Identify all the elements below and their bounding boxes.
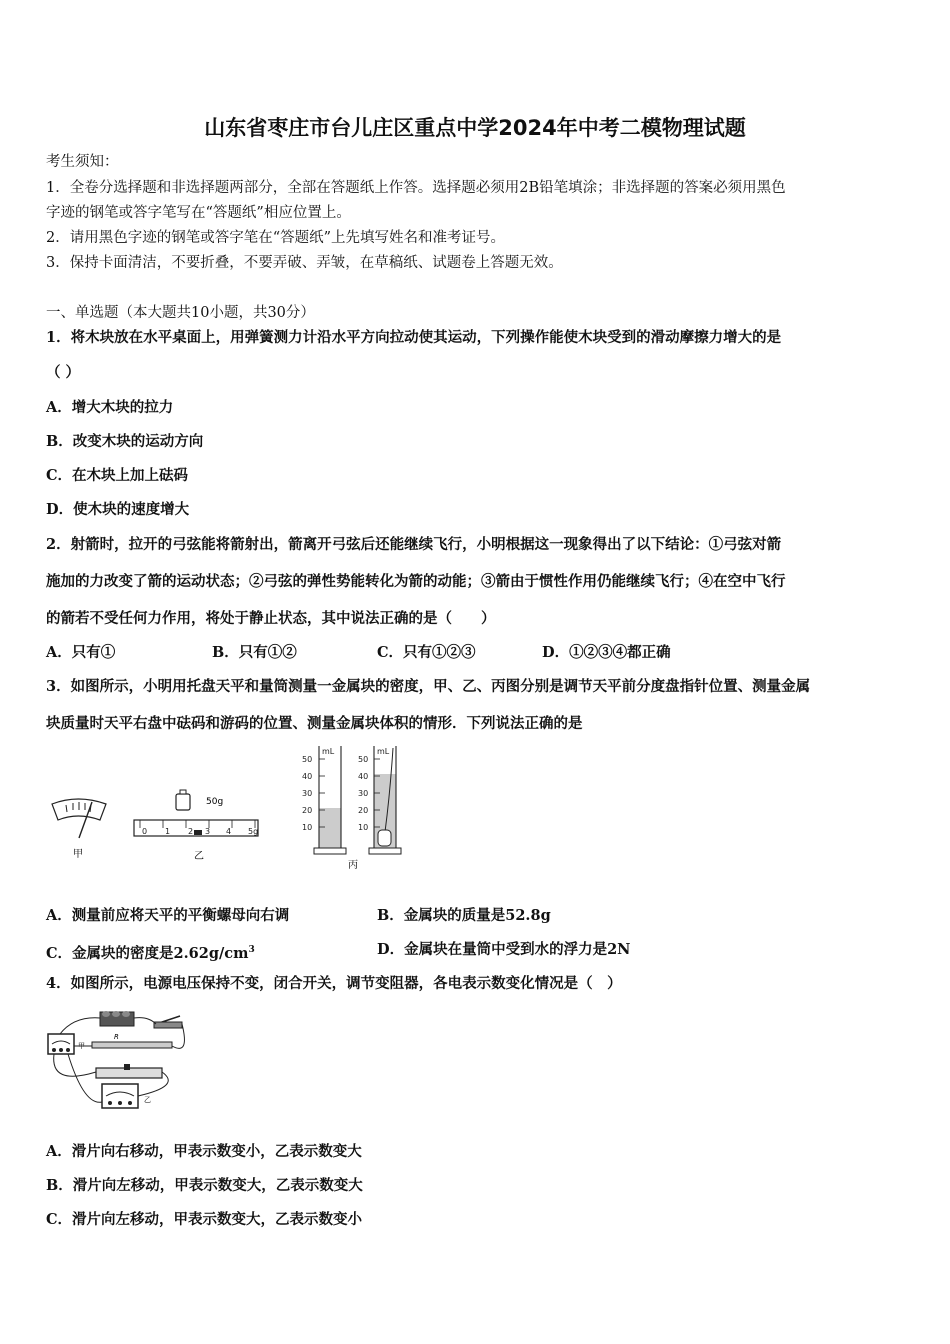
ruler-tick: 4 <box>226 827 232 836</box>
meter-label-yi: 乙 <box>144 1096 151 1104</box>
q2-option-c: C．只有①②③ <box>377 644 476 661</box>
notice-heading: 考生须知： <box>46 154 119 170</box>
notice-item: 1．全卷分选择题和非选择题两部分，全部在答题纸上作答。选择题必须用2B铅笔填涂；非选择题的答案必须用黑色 <box>46 180 786 196</box>
q2-stem: 2．射箭时，拉开的弓弦能将箭射出，箭离开弓弦后还能继续飞行，小明根据这一现象得出了以下结论：①弓弦对箭 <box>46 536 782 553</box>
q2-option-a: A．只有① <box>46 644 116 661</box>
cyl-tick: 20 <box>302 806 313 815</box>
q3-figure-yi <box>130 786 265 866</box>
q3-option-c-text: C．金属块的密度是2.62g/cm <box>46 944 249 962</box>
section-heading: 一、单选题（本大题共10小题，共30分） <box>46 305 315 321</box>
q3-option-a: A．测量前应将天平的平衡螺母向右调 <box>46 907 290 924</box>
q2-stem-cont: 的箭若不受任何力作用，将处于静止状态，其中说法正确的是（ ） <box>46 610 496 627</box>
cyl-tick: 20 <box>358 806 369 815</box>
cyl-tick: 40 <box>358 772 369 781</box>
q1-stem-cont: （ ） <box>46 364 81 381</box>
metal-block <box>378 830 391 846</box>
q4-circuit-figure <box>44 1006 188 1118</box>
ruler-tick: 1 <box>165 827 171 836</box>
cyl-tick: 50 <box>302 755 313 764</box>
cyl-tick: 10 <box>358 823 369 832</box>
meter-label-jia: 甲 <box>78 1042 85 1050</box>
q2-option-d: D．①②③④都正确 <box>542 644 671 661</box>
label-jia: 甲 <box>73 849 83 860</box>
weight-label: 50g <box>206 797 224 807</box>
q3-figure-jia <box>46 796 116 866</box>
q3-option-c <box>46 940 255 964</box>
rider <box>194 830 202 835</box>
ruler-tick: 5g <box>248 827 259 836</box>
q2-option-b: B．只有①② <box>212 644 297 661</box>
q3-stem-cont: 块质量时天平右盘中砝码和游码的位置、测量金属块体积的情形．下列说法正确的是 <box>46 715 583 732</box>
q4-stem: 4．如图所示，电源电压保持不变，闭合开关，调节变阻器，各电表示数变化情况是（ ） <box>46 975 622 992</box>
cyl-tick: 40 <box>302 772 313 781</box>
notice-item: 字迹的钢笔或答字笔写在“答题纸”相应位置上。 <box>46 205 351 221</box>
label-bing: 丙 <box>348 860 358 871</box>
page-title: 山东省枣庄市台儿庄区重点中学2024年中考二模物理试题 <box>204 116 746 140</box>
q1-option-b: B．改变木块的运动方向 <box>46 433 204 450</box>
q1-stem: 1．将木块放在水平桌面上，用弹簧测力计沿水平方向拉动使其运动，下列操作能使木块受到的滑动摩擦力增大的是 <box>46 329 782 346</box>
q4-option-a: A．滑片向右移动，甲表示数变小，乙表示数变大 <box>46 1143 362 1160</box>
ruler-tick: 2 <box>188 827 194 836</box>
q3-option-d: D．金属块在量筒中受到水的浮力是2N <box>377 941 631 958</box>
unit-label: mL <box>322 747 335 756</box>
superscript: 3 <box>248 945 255 955</box>
q3-figure-bing <box>298 744 410 874</box>
label-yi: 乙 <box>194 851 204 862</box>
cyl-tick: 30 <box>302 789 313 798</box>
q2-stem-cont: 施加的力改变了箭的运动状态；②弓弦的弹性势能转化为箭的动能；③箭由于惯性作用仍能继续飞行；④在空中飞行 <box>46 573 786 590</box>
q1-option-a: A．增大木块的拉力 <box>46 399 174 416</box>
ruler-tick: 3 <box>205 827 211 836</box>
resistor-label: R <box>114 1033 119 1041</box>
ruler-tick: 0 <box>142 827 148 836</box>
q3-option-b: B．金属块的质量是52.8g <box>377 907 551 924</box>
notice-item: 2．请用黑色字迹的钢笔或答字笔在“答题纸”上先填写姓名和准考证号。 <box>46 230 506 246</box>
q4-option-b: B．滑片向左移动，甲表示数变大，乙表示数变大 <box>46 1177 363 1194</box>
cyl-tick: 30 <box>358 789 369 798</box>
q4-option-c: C．滑片向左移动，甲表示数变大，乙表示数变小 <box>46 1211 363 1228</box>
q1-option-c: C．在木块上加上砝码 <box>46 467 189 484</box>
cyl-tick: 10 <box>302 823 313 832</box>
q1-option-d: D．使木块的速度增大 <box>46 501 190 518</box>
q3-stem: 3．如图所示，小明用托盘天平和量筒测量一金属块的密度，甲、乙、丙图分别是调节天平前分度盘指针位置、测量金属 <box>46 678 811 695</box>
notice-item: 3．保持卡面清洁，不要折叠，不要弄破、弄皱，在草稿纸、试题卷上答题无效。 <box>46 255 563 271</box>
water-level <box>319 808 341 848</box>
unit-label: mL <box>377 747 390 756</box>
cyl-tick: 50 <box>358 755 369 764</box>
